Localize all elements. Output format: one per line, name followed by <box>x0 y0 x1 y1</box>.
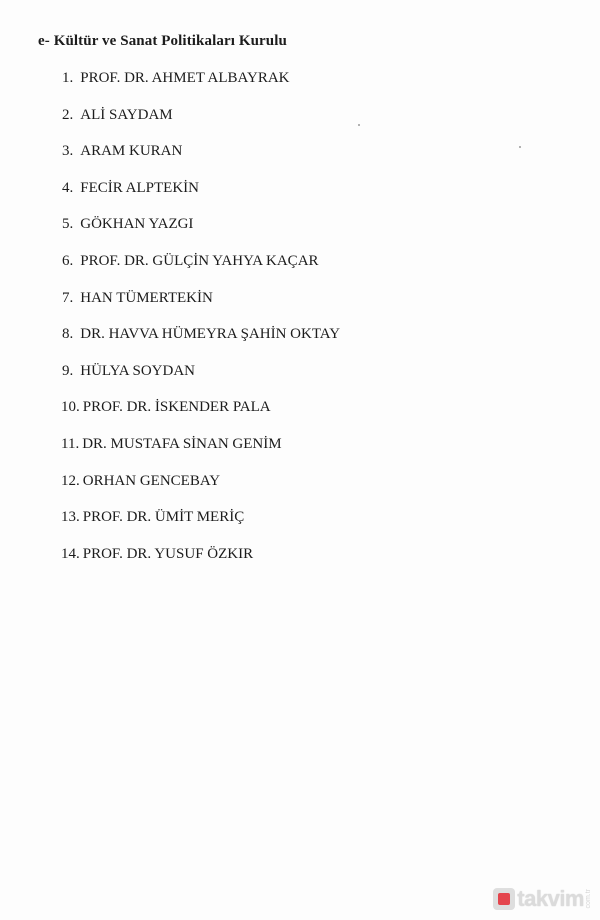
item-number: 9. <box>62 362 74 379</box>
member-name: HAN TÜMERTEKİN <box>80 289 213 306</box>
item-number: 13. <box>61 509 80 526</box>
brand-logo-icon <box>493 888 515 910</box>
item-number: 2. <box>62 106 74 123</box>
item-number: 12. <box>61 472 80 489</box>
member-name: DR. MUSTAFA SİNAN GENİM <box>82 435 282 452</box>
section-heading: e- Kültür ve Sanat Politikaları Kurulu <box>38 33 287 49</box>
item-number: 3. <box>62 143 74 160</box>
watermark-brand: takvim <box>517 886 584 911</box>
list-item <box>62 178 340 215</box>
item-number: 1. <box>62 70 74 86</box>
scan-speck <box>358 124 360 126</box>
member-name: ARAM KURAN <box>80 143 183 160</box>
item-number: 4. <box>62 179 74 196</box>
list-item <box>62 507 340 544</box>
item-number: 6. <box>62 252 74 269</box>
list-item <box>62 105 340 142</box>
list-item <box>62 288 340 325</box>
scan-speck <box>519 146 521 148</box>
item-number: 11. <box>61 435 80 452</box>
member-name: PROF. DR. İSKENDER PALA <box>82 399 271 416</box>
list-item <box>62 214 340 251</box>
member-name: PROF. DR. GÜLÇİN YAHYA KAÇAR <box>80 252 319 269</box>
list-item <box>62 471 340 508</box>
list-item <box>62 251 340 288</box>
item-number: 7. <box>62 289 74 306</box>
list-item <box>62 397 340 434</box>
list-item <box>62 68 340 105</box>
list-item <box>62 544 340 581</box>
member-name: FECİR ALPTEKİN <box>80 179 200 196</box>
watermark <box>493 886 592 912</box>
list-item <box>62 434 340 471</box>
member-name: PROF. DR. YUSUF ÖZKIR <box>82 545 254 562</box>
member-list <box>62 68 340 580</box>
member-name: ALİ SAYDAM <box>80 106 173 123</box>
member-name: GÖKHAN YAZGI <box>80 216 194 233</box>
member-name: DR. HAVVA HÜMEYRA ŞAHİN OKTAY <box>80 326 341 343</box>
member-name: HÜLYA SOYDAN <box>80 362 196 379</box>
item-number: 8. <box>62 326 74 343</box>
list-item <box>62 324 340 361</box>
list-item <box>62 361 340 398</box>
list-item <box>62 141 340 178</box>
item-number: 5. <box>62 216 74 233</box>
member-name: PROF. DR. AHMET ALBAYRAK <box>80 70 290 86</box>
member-name: PROF. DR. ÜMİT MERİÇ <box>82 509 245 526</box>
member-name: ORHAN GENCEBAY <box>82 472 221 489</box>
watermark-suffix: com.tr <box>585 889 592 909</box>
item-number: 10. <box>61 399 80 416</box>
item-number: 14. <box>61 545 80 562</box>
